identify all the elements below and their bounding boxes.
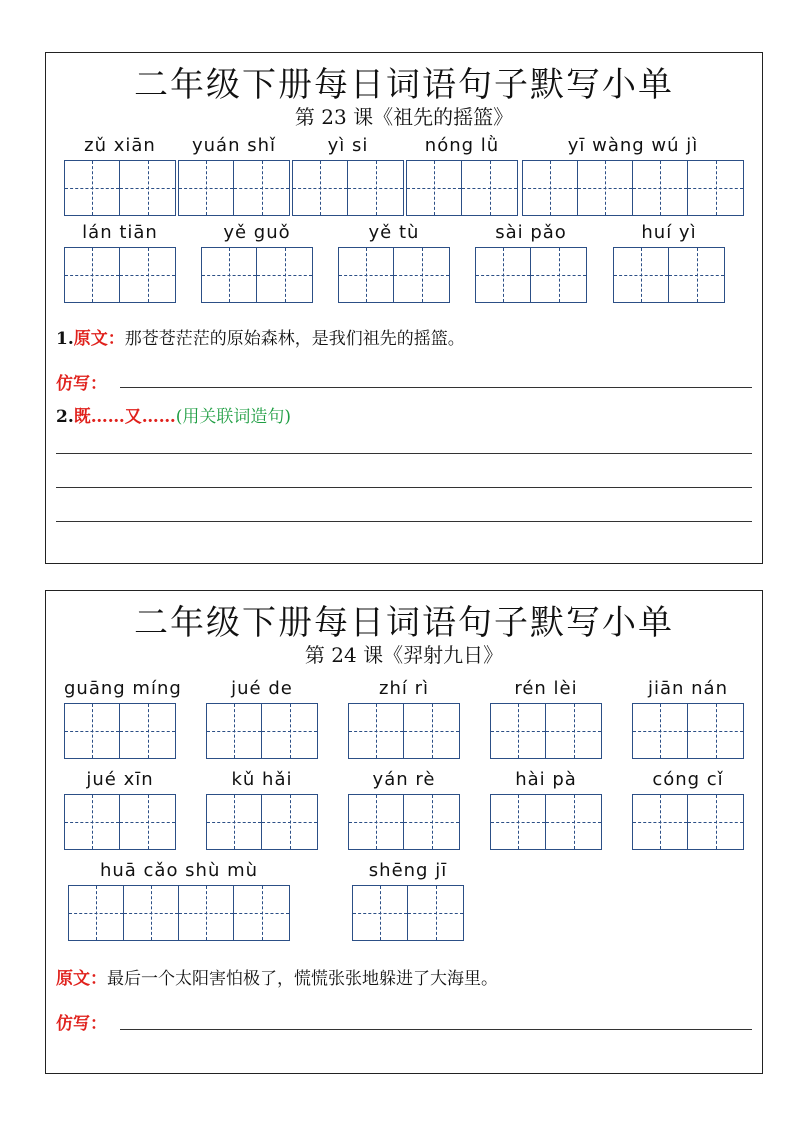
pinyin-label: shēng jī (368, 860, 448, 881)
char-box[interactable] (546, 704, 601, 758)
writing-boxes[interactable] (352, 885, 464, 941)
writing-boxes[interactable] (64, 160, 176, 216)
writing-boxes[interactable] (348, 794, 460, 850)
pinyin-label: rén lèi (514, 678, 578, 699)
char-box[interactable] (65, 795, 120, 849)
worksheet-title: 二年级下册每日词语句子默写小单 (134, 65, 674, 105)
char-box[interactable] (578, 161, 633, 215)
char-box[interactable] (546, 795, 601, 849)
word-group (64, 135, 176, 216)
word-group (632, 769, 744, 850)
char-box[interactable] (348, 161, 403, 215)
char-box[interactable] (257, 248, 312, 302)
word-group (348, 769, 460, 850)
pinyin-label: yuán shǐ (191, 135, 276, 156)
char-box[interactable] (669, 248, 724, 302)
char-box[interactable] (120, 248, 175, 302)
char-box[interactable] (349, 704, 404, 758)
writing-boxes[interactable] (64, 247, 176, 303)
original-label: 原文： (56, 969, 107, 989)
char-box[interactable] (407, 161, 462, 215)
char-box[interactable] (120, 161, 175, 215)
writing-boxes[interactable] (64, 794, 176, 850)
pinyin-label: huí yì (641, 222, 697, 243)
writing-boxes[interactable] (206, 703, 318, 759)
writing-boxes[interactable] (632, 794, 744, 850)
word-group (522, 135, 744, 216)
char-box[interactable] (688, 704, 743, 758)
writing-boxes[interactable] (178, 160, 290, 216)
word-group (64, 769, 176, 850)
original-sentence: 最后一个太阳害怕极了，慌慌张张地躲进了大海里。 (107, 969, 498, 989)
writing-boxes[interactable] (68, 885, 290, 941)
pinyin-label: sài pǎo (495, 222, 567, 243)
char-box[interactable] (120, 704, 175, 758)
char-box[interactable] (404, 704, 459, 758)
writing-boxes[interactable] (406, 160, 518, 216)
char-box[interactable] (349, 795, 404, 849)
char-box[interactable] (69, 886, 124, 940)
char-box[interactable] (65, 161, 120, 215)
char-box[interactable] (124, 886, 179, 940)
worksheet-card-lesson-23 (45, 52, 763, 564)
char-box[interactable] (339, 248, 394, 302)
word-group (178, 135, 290, 216)
answer-line[interactable] (56, 487, 752, 488)
original-sentence: 那苍苍茫茫的原始森林，是我们祖先的摇篮。 (124, 329, 465, 349)
pinyin-label: yī wàng wú jì (567, 135, 699, 156)
pinyin-label: hài pà (515, 769, 577, 790)
question-original (56, 964, 498, 989)
answer-line[interactable] (56, 453, 752, 454)
char-box[interactable] (65, 248, 120, 302)
char-box[interactable] (179, 161, 234, 215)
word-group (352, 860, 464, 941)
char-box[interactable] (207, 795, 262, 849)
word-group (632, 678, 744, 759)
char-box[interactable] (353, 886, 408, 940)
char-box[interactable] (633, 795, 688, 849)
word-group (490, 678, 602, 759)
pinyin-label: lán tiān (82, 222, 158, 243)
original-label: 原文： (73, 329, 125, 349)
char-box[interactable] (293, 161, 348, 215)
char-box[interactable] (614, 248, 669, 302)
writing-boxes[interactable] (206, 794, 318, 850)
answer-line[interactable] (120, 1029, 752, 1030)
char-box[interactable] (491, 704, 546, 758)
question-hint: (用关联词造句) (175, 407, 292, 427)
pinyin-label: yě tù (368, 222, 420, 243)
writing-boxes[interactable] (522, 160, 744, 216)
word-group (292, 135, 404, 216)
word-group (490, 769, 602, 850)
writing-boxes[interactable] (201, 247, 313, 303)
imitate-label: 仿写： (56, 374, 107, 394)
answer-line[interactable] (120, 387, 752, 388)
char-box[interactable] (523, 161, 578, 215)
char-box[interactable] (207, 704, 262, 758)
word-group (348, 678, 460, 759)
char-box[interactable] (394, 248, 449, 302)
char-box[interactable] (476, 248, 531, 302)
word-group (68, 860, 290, 941)
writing-boxes[interactable] (292, 160, 404, 216)
char-box[interactable] (688, 795, 743, 849)
pinyin-label: jué de (231, 678, 293, 699)
char-box[interactable] (120, 795, 175, 849)
question-1 (56, 324, 465, 349)
imitate-label: 仿写： (56, 1014, 107, 1034)
char-box[interactable] (262, 704, 317, 758)
writing-boxes[interactable] (490, 703, 602, 759)
pinyin-label: yì si (327, 135, 369, 156)
question-number: 2. (56, 407, 74, 427)
pinyin-label: kǔ hǎi (231, 769, 293, 790)
writing-boxes[interactable] (490, 794, 602, 850)
pinyin-label: nóng lǜ (424, 135, 500, 156)
writing-boxes[interactable] (348, 703, 460, 759)
pinyin-label: huā cǎo shù mù (99, 860, 259, 881)
writing-boxes[interactable] (632, 703, 744, 759)
pinyin-label: yě guǒ (223, 222, 291, 243)
writing-boxes[interactable] (338, 247, 450, 303)
char-box[interactable] (404, 795, 459, 849)
pinyin-label: yán rè (372, 769, 436, 790)
writing-boxes[interactable] (64, 703, 176, 759)
char-box[interactable] (531, 248, 586, 302)
char-box[interactable] (65, 704, 120, 758)
worksheet-title: 二年级下册每日词语句子默写小单 (134, 603, 674, 643)
word-group (475, 222, 587, 303)
pinyin-label: jué xīn (86, 769, 154, 790)
char-box[interactable] (262, 795, 317, 849)
char-box[interactable] (633, 704, 688, 758)
char-box[interactable] (688, 161, 743, 215)
char-box[interactable] (491, 795, 546, 849)
char-box[interactable] (234, 886, 289, 940)
lesson-title: 第 24 课《羿射九日》 (304, 643, 504, 667)
word-group (64, 222, 176, 303)
pinyin-label: guāng míng (64, 678, 182, 699)
pinyin-label: jiān nán (647, 678, 728, 699)
question-2 (56, 402, 291, 427)
char-box[interactable] (462, 161, 517, 215)
char-box[interactable] (202, 248, 257, 302)
word-group (206, 769, 318, 850)
word-group (406, 135, 518, 216)
char-box[interactable] (234, 161, 289, 215)
question-number: 1. (56, 329, 74, 349)
pinyin-label: zhí rì (379, 678, 429, 699)
pinyin-label: cóng cǐ (652, 769, 724, 790)
word-group (613, 222, 725, 303)
char-box[interactable] (179, 886, 234, 940)
char-box[interactable] (408, 886, 463, 940)
pinyin-label: zǔ xiān (84, 135, 156, 156)
word-group (201, 222, 313, 303)
word-group (64, 678, 182, 759)
lesson-title: 第 23 课《祖先的摇篮》 (294, 105, 514, 129)
word-group (206, 678, 318, 759)
connective-label: 既……又…… (73, 407, 176, 427)
char-box[interactable] (633, 161, 688, 215)
writing-boxes[interactable] (475, 247, 587, 303)
answer-line[interactable] (56, 521, 752, 522)
writing-boxes[interactable] (613, 247, 725, 303)
worksheet-card-lesson-24 (45, 590, 763, 1074)
word-group (338, 222, 450, 303)
